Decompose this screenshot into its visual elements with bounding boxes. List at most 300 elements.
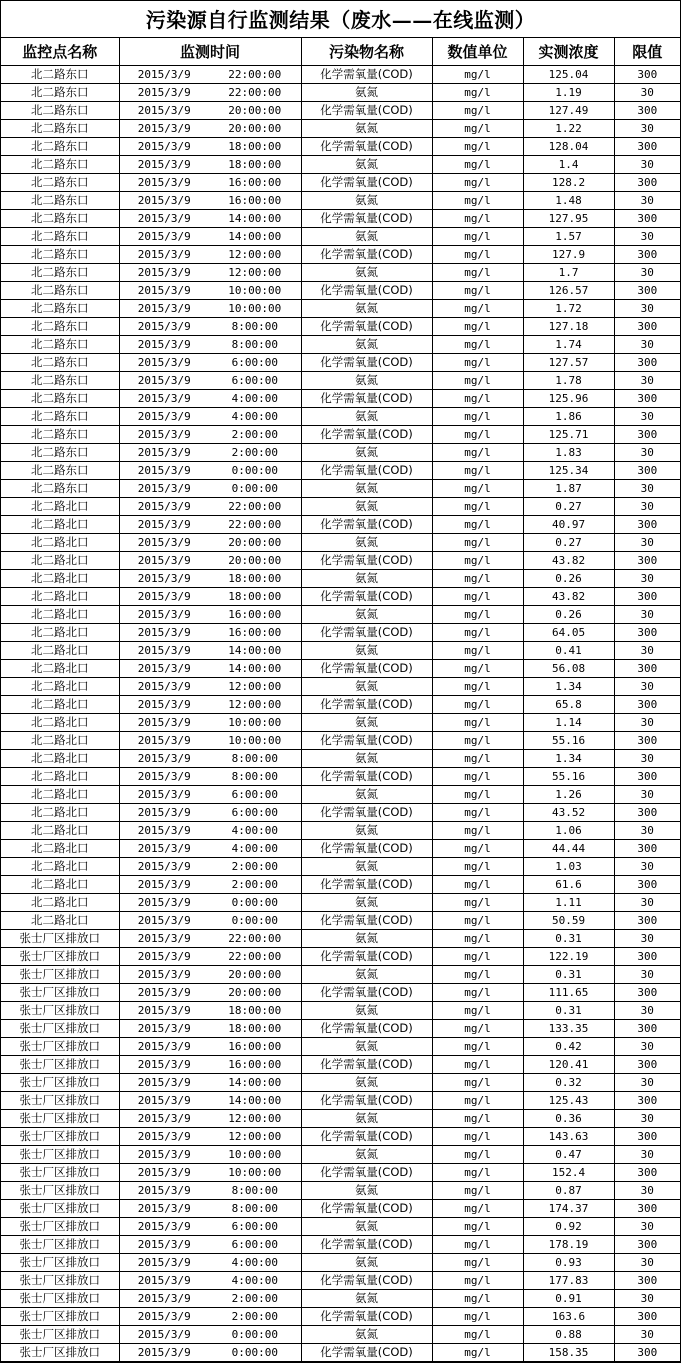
cell-date: 2015/3/9 bbox=[119, 840, 209, 858]
cell-pollutant: 化学需氧量(COD) bbox=[301, 1056, 432, 1074]
cell-site: 张士厂区排放口 bbox=[1, 1146, 119, 1164]
cell-concentration: 0.41 bbox=[523, 642, 614, 660]
cell-time: 6:00:00 bbox=[209, 1236, 301, 1254]
cell-date: 2015/3/9 bbox=[119, 1182, 209, 1200]
cell-site: 张士厂区排放口 bbox=[1, 1254, 119, 1272]
cell-concentration: 55.16 bbox=[523, 732, 614, 750]
cell-site: 张士厂区排放口 bbox=[1, 1326, 119, 1344]
table-row bbox=[1, 750, 680, 768]
cell-pollutant: 化学需氧量(COD) bbox=[301, 1272, 432, 1290]
cell-concentration: 40.97 bbox=[523, 516, 614, 534]
cell-site: 张士厂区排放口 bbox=[1, 1038, 119, 1056]
cell-site: 北二路东口 bbox=[1, 354, 119, 372]
table-row bbox=[1, 282, 680, 300]
cell-pollutant: 氨氮 bbox=[301, 750, 432, 768]
cell-date: 2015/3/9 bbox=[119, 1056, 209, 1074]
cell-concentration: 177.83 bbox=[523, 1272, 614, 1290]
cell-pollutant: 化学需氧量(COD) bbox=[301, 588, 432, 606]
cell-concentration: 56.08 bbox=[523, 660, 614, 678]
cell-unit: mg/l bbox=[432, 894, 523, 912]
cell-date: 2015/3/9 bbox=[119, 1038, 209, 1056]
cell-unit: mg/l bbox=[432, 768, 523, 786]
cell-limit: 300 bbox=[614, 210, 680, 228]
cell-site: 张士厂区排放口 bbox=[1, 1074, 119, 1092]
cell-time: 6:00:00 bbox=[209, 1218, 301, 1236]
cell-concentration: 127.18 bbox=[523, 318, 614, 336]
cell-concentration: 0.42 bbox=[523, 1038, 614, 1056]
header-unit: 数值单位 bbox=[432, 38, 523, 66]
cell-date: 2015/3/9 bbox=[119, 1326, 209, 1344]
cell-concentration: 133.35 bbox=[523, 1020, 614, 1038]
cell-date: 2015/3/9 bbox=[119, 678, 209, 696]
table-row bbox=[1, 516, 680, 534]
cell-pollutant: 氨氮 bbox=[301, 1254, 432, 1272]
cell-unit: mg/l bbox=[432, 192, 523, 210]
cell-pollutant: 化学需氧量(COD) bbox=[301, 660, 432, 678]
cell-time: 4:00:00 bbox=[209, 408, 301, 426]
cell-time: 0:00:00 bbox=[209, 462, 301, 480]
cell-unit: mg/l bbox=[432, 1254, 523, 1272]
table-row bbox=[1, 1308, 680, 1326]
cell-limit: 30 bbox=[614, 678, 680, 696]
cell-site: 张士厂区排放口 bbox=[1, 1020, 119, 1038]
cell-concentration: 0.31 bbox=[523, 966, 614, 984]
table-row bbox=[1, 120, 680, 138]
cell-limit: 30 bbox=[614, 642, 680, 660]
table-row bbox=[1, 984, 680, 1002]
cell-pollutant: 氨氮 bbox=[301, 1002, 432, 1020]
header-limit: 限值 bbox=[614, 38, 680, 66]
table-row bbox=[1, 1110, 680, 1128]
cell-date: 2015/3/9 bbox=[119, 516, 209, 534]
cell-date: 2015/3/9 bbox=[119, 210, 209, 228]
table-row bbox=[1, 390, 680, 408]
cell-date: 2015/3/9 bbox=[119, 642, 209, 660]
cell-time: 6:00:00 bbox=[209, 354, 301, 372]
cell-date: 2015/3/9 bbox=[119, 408, 209, 426]
cell-concentration: 120.41 bbox=[523, 1056, 614, 1074]
cell-limit: 30 bbox=[614, 1290, 680, 1308]
cell-unit: mg/l bbox=[432, 822, 523, 840]
cell-pollutant: 氨氮 bbox=[301, 642, 432, 660]
cell-pollutant: 化学需氧量(COD) bbox=[301, 1200, 432, 1218]
cell-limit: 300 bbox=[614, 984, 680, 1002]
cell-concentration: 43.52 bbox=[523, 804, 614, 822]
cell-site: 张士厂区排放口 bbox=[1, 1002, 119, 1020]
cell-pollutant: 化学需氧量(COD) bbox=[301, 948, 432, 966]
cell-limit: 30 bbox=[614, 894, 680, 912]
cell-pollutant: 氨氮 bbox=[301, 894, 432, 912]
cell-limit: 30 bbox=[614, 1182, 680, 1200]
table-row bbox=[1, 1272, 680, 1290]
cell-concentration: 43.82 bbox=[523, 588, 614, 606]
cell-limit: 30 bbox=[614, 444, 680, 462]
cell-pollutant: 化学需氧量(COD) bbox=[301, 1092, 432, 1110]
cell-site: 北二路东口 bbox=[1, 426, 119, 444]
cell-site: 北二路东口 bbox=[1, 246, 119, 264]
cell-time: 20:00:00 bbox=[209, 966, 301, 984]
cell-limit: 30 bbox=[614, 264, 680, 282]
cell-time: 16:00:00 bbox=[209, 174, 301, 192]
cell-limit: 300 bbox=[614, 174, 680, 192]
cell-unit: mg/l bbox=[432, 246, 523, 264]
cell-concentration: 125.34 bbox=[523, 462, 614, 480]
cell-time: 6:00:00 bbox=[209, 786, 301, 804]
cell-unit: mg/l bbox=[432, 1290, 523, 1308]
cell-time: 16:00:00 bbox=[209, 1038, 301, 1056]
cell-concentration: 174.37 bbox=[523, 1200, 614, 1218]
header-time: 监测时间 bbox=[119, 38, 301, 66]
cell-concentration: 1.11 bbox=[523, 894, 614, 912]
table-row bbox=[1, 966, 680, 984]
cell-concentration: 127.9 bbox=[523, 246, 614, 264]
cell-date: 2015/3/9 bbox=[119, 822, 209, 840]
cell-limit: 300 bbox=[614, 1020, 680, 1038]
table-row bbox=[1, 336, 680, 354]
cell-concentration: 126.57 bbox=[523, 282, 614, 300]
cell-pollutant: 氨氮 bbox=[301, 264, 432, 282]
cell-unit: mg/l bbox=[432, 372, 523, 390]
cell-concentration: 0.27 bbox=[523, 498, 614, 516]
cell-concentration: 125.04 bbox=[523, 66, 614, 84]
cell-site: 张士厂区排放口 bbox=[1, 1218, 119, 1236]
cell-date: 2015/3/9 bbox=[119, 984, 209, 1002]
cell-limit: 30 bbox=[614, 156, 680, 174]
cell-pollutant: 氨氮 bbox=[301, 1074, 432, 1092]
cell-time: 22:00:00 bbox=[209, 948, 301, 966]
cell-date: 2015/3/9 bbox=[119, 300, 209, 318]
cell-time: 0:00:00 bbox=[209, 1326, 301, 1344]
cell-time: 8:00:00 bbox=[209, 318, 301, 336]
cell-site: 北二路北口 bbox=[1, 804, 119, 822]
cell-pollutant: 化学需氧量(COD) bbox=[301, 462, 432, 480]
cell-limit: 30 bbox=[614, 534, 680, 552]
cell-unit: mg/l bbox=[432, 264, 523, 282]
cell-limit: 300 bbox=[614, 66, 680, 84]
cell-time: 20:00:00 bbox=[209, 552, 301, 570]
table-row bbox=[1, 1218, 680, 1236]
cell-unit: mg/l bbox=[432, 1056, 523, 1074]
cell-time: 4:00:00 bbox=[209, 1254, 301, 1272]
cell-pollutant: 氨氮 bbox=[301, 1326, 432, 1344]
cell-date: 2015/3/9 bbox=[119, 714, 209, 732]
cell-limit: 30 bbox=[614, 1110, 680, 1128]
cell-time: 20:00:00 bbox=[209, 102, 301, 120]
cell-date: 2015/3/9 bbox=[119, 372, 209, 390]
cell-pollutant: 氨氮 bbox=[301, 858, 432, 876]
cell-site: 北二路北口 bbox=[1, 624, 119, 642]
cell-time: 12:00:00 bbox=[209, 1128, 301, 1146]
cell-site: 北二路东口 bbox=[1, 444, 119, 462]
cell-limit: 30 bbox=[614, 714, 680, 732]
cell-site: 张士厂区排放口 bbox=[1, 948, 119, 966]
cell-unit: mg/l bbox=[432, 480, 523, 498]
cell-date: 2015/3/9 bbox=[119, 552, 209, 570]
cell-unit: mg/l bbox=[432, 1038, 523, 1056]
cell-time: 4:00:00 bbox=[209, 822, 301, 840]
cell-site: 北二路东口 bbox=[1, 462, 119, 480]
cell-unit: mg/l bbox=[432, 1182, 523, 1200]
table-row bbox=[1, 930, 680, 948]
table-row bbox=[1, 408, 680, 426]
cell-time: 16:00:00 bbox=[209, 606, 301, 624]
cell-pollutant: 氨氮 bbox=[301, 534, 432, 552]
cell-unit: mg/l bbox=[432, 966, 523, 984]
cell-site: 北二路北口 bbox=[1, 570, 119, 588]
cell-limit: 300 bbox=[614, 516, 680, 534]
cell-date: 2015/3/9 bbox=[119, 1002, 209, 1020]
cell-date: 2015/3/9 bbox=[119, 156, 209, 174]
header-pollutant: 污染物名称 bbox=[301, 38, 432, 66]
cell-time: 12:00:00 bbox=[209, 246, 301, 264]
table-row bbox=[1, 714, 680, 732]
cell-limit: 30 bbox=[614, 408, 680, 426]
cell-limit: 30 bbox=[614, 822, 680, 840]
cell-site: 北二路东口 bbox=[1, 156, 119, 174]
cell-date: 2015/3/9 bbox=[119, 750, 209, 768]
cell-unit: mg/l bbox=[432, 696, 523, 714]
cell-unit: mg/l bbox=[432, 1200, 523, 1218]
cell-unit: mg/l bbox=[432, 1164, 523, 1182]
cell-concentration: 0.32 bbox=[523, 1074, 614, 1092]
cell-date: 2015/3/9 bbox=[119, 444, 209, 462]
table-row bbox=[1, 822, 680, 840]
cell-time: 2:00:00 bbox=[209, 858, 301, 876]
cell-site: 北二路北口 bbox=[1, 606, 119, 624]
cell-unit: mg/l bbox=[432, 336, 523, 354]
cell-date: 2015/3/9 bbox=[119, 804, 209, 822]
cell-limit: 300 bbox=[614, 1092, 680, 1110]
cell-time: 10:00:00 bbox=[209, 282, 301, 300]
cell-pollutant: 氨氮 bbox=[301, 156, 432, 174]
cell-pollutant: 化学需氧量(COD) bbox=[301, 732, 432, 750]
cell-limit: 300 bbox=[614, 948, 680, 966]
cell-concentration: 50.59 bbox=[523, 912, 614, 930]
cell-date: 2015/3/9 bbox=[119, 84, 209, 102]
cell-pollutant: 氨氮 bbox=[301, 786, 432, 804]
cell-site: 北二路东口 bbox=[1, 336, 119, 354]
cell-limit: 300 bbox=[614, 804, 680, 822]
table-row bbox=[1, 894, 680, 912]
cell-unit: mg/l bbox=[432, 84, 523, 102]
cell-limit: 30 bbox=[614, 1254, 680, 1272]
cell-time: 8:00:00 bbox=[209, 750, 301, 768]
cell-concentration: 1.86 bbox=[523, 408, 614, 426]
cell-time: 18:00:00 bbox=[209, 570, 301, 588]
cell-concentration: 1.7 bbox=[523, 264, 614, 282]
table-row bbox=[1, 786, 680, 804]
cell-concentration: 0.88 bbox=[523, 1326, 614, 1344]
table-row bbox=[1, 732, 680, 750]
cell-concentration: 1.06 bbox=[523, 822, 614, 840]
cell-site: 张士厂区排放口 bbox=[1, 1092, 119, 1110]
table-row bbox=[1, 1092, 680, 1110]
table-row bbox=[1, 264, 680, 282]
cell-site: 张士厂区排放口 bbox=[1, 1272, 119, 1290]
cell-concentration: 127.49 bbox=[523, 102, 614, 120]
header-site: 监控点名称 bbox=[1, 38, 119, 66]
cell-pollutant: 化学需氧量(COD) bbox=[301, 912, 432, 930]
cell-date: 2015/3/9 bbox=[119, 1200, 209, 1218]
cell-date: 2015/3/9 bbox=[119, 174, 209, 192]
table-row bbox=[1, 642, 680, 660]
cell-time: 14:00:00 bbox=[209, 660, 301, 678]
cell-time: 0:00:00 bbox=[209, 480, 301, 498]
cell-unit: mg/l bbox=[432, 462, 523, 480]
table-row bbox=[1, 1182, 680, 1200]
cell-date: 2015/3/9 bbox=[119, 930, 209, 948]
cell-pollutant: 化学需氧量(COD) bbox=[301, 282, 432, 300]
cell-date: 2015/3/9 bbox=[119, 1236, 209, 1254]
cell-time: 10:00:00 bbox=[209, 714, 301, 732]
cell-site: 北二路东口 bbox=[1, 84, 119, 102]
cell-site: 北二路东口 bbox=[1, 192, 119, 210]
cell-date: 2015/3/9 bbox=[119, 1218, 209, 1236]
cell-concentration: 44.44 bbox=[523, 840, 614, 858]
table-row bbox=[1, 1326, 680, 1344]
cell-date: 2015/3/9 bbox=[119, 624, 209, 642]
cell-site: 北二路北口 bbox=[1, 534, 119, 552]
cell-pollutant: 氨氮 bbox=[301, 1182, 432, 1200]
cell-concentration: 158.35 bbox=[523, 1344, 614, 1362]
cell-limit: 300 bbox=[614, 282, 680, 300]
cell-unit: mg/l bbox=[432, 948, 523, 966]
cell-unit: mg/l bbox=[432, 498, 523, 516]
cell-site: 北二路北口 bbox=[1, 750, 119, 768]
cell-date: 2015/3/9 bbox=[119, 390, 209, 408]
cell-date: 2015/3/9 bbox=[119, 228, 209, 246]
cell-date: 2015/3/9 bbox=[119, 768, 209, 786]
table-body bbox=[1, 66, 680, 1362]
cell-limit: 30 bbox=[614, 300, 680, 318]
table-row bbox=[1, 1128, 680, 1146]
cell-site: 北二路东口 bbox=[1, 228, 119, 246]
cell-unit: mg/l bbox=[432, 570, 523, 588]
cell-concentration: 1.48 bbox=[523, 192, 614, 210]
cell-pollutant: 氨氮 bbox=[301, 444, 432, 462]
cell-time: 22:00:00 bbox=[209, 516, 301, 534]
cell-date: 2015/3/9 bbox=[119, 102, 209, 120]
table-row bbox=[1, 624, 680, 642]
cell-unit: mg/l bbox=[432, 840, 523, 858]
cell-date: 2015/3/9 bbox=[119, 606, 209, 624]
cell-site: 张士厂区排放口 bbox=[1, 1236, 119, 1254]
cell-unit: mg/l bbox=[432, 426, 523, 444]
cell-time: 12:00:00 bbox=[209, 1110, 301, 1128]
cell-site: 北二路北口 bbox=[1, 516, 119, 534]
cell-date: 2015/3/9 bbox=[119, 192, 209, 210]
cell-pollutant: 氨氮 bbox=[301, 678, 432, 696]
cell-date: 2015/3/9 bbox=[119, 876, 209, 894]
cell-concentration: 128.04 bbox=[523, 138, 614, 156]
cell-concentration: 1.74 bbox=[523, 336, 614, 354]
cell-unit: mg/l bbox=[432, 732, 523, 750]
cell-unit: mg/l bbox=[432, 1326, 523, 1344]
cell-concentration: 1.34 bbox=[523, 678, 614, 696]
table-row bbox=[1, 804, 680, 822]
cell-unit: mg/l bbox=[432, 228, 523, 246]
cell-site: 北二路北口 bbox=[1, 552, 119, 570]
cell-time: 16:00:00 bbox=[209, 624, 301, 642]
cell-limit: 30 bbox=[614, 192, 680, 210]
table-row bbox=[1, 552, 680, 570]
cell-site: 北二路东口 bbox=[1, 174, 119, 192]
table-row bbox=[1, 1146, 680, 1164]
cell-limit: 30 bbox=[614, 498, 680, 516]
cell-unit: mg/l bbox=[432, 930, 523, 948]
cell-unit: mg/l bbox=[432, 408, 523, 426]
table-row bbox=[1, 678, 680, 696]
cell-site: 北二路北口 bbox=[1, 894, 119, 912]
cell-limit: 300 bbox=[614, 768, 680, 786]
cell-limit: 300 bbox=[614, 1056, 680, 1074]
cell-unit: mg/l bbox=[432, 642, 523, 660]
table-row bbox=[1, 246, 680, 264]
cell-unit: mg/l bbox=[432, 606, 523, 624]
cell-pollutant: 化学需氧量(COD) bbox=[301, 516, 432, 534]
cell-site: 张士厂区排放口 bbox=[1, 1200, 119, 1218]
cell-date: 2015/3/9 bbox=[119, 1020, 209, 1038]
table-row bbox=[1, 768, 680, 786]
cell-concentration: 1.4 bbox=[523, 156, 614, 174]
cell-site: 北二路东口 bbox=[1, 210, 119, 228]
table-row bbox=[1, 570, 680, 588]
cell-time: 22:00:00 bbox=[209, 84, 301, 102]
cell-pollutant: 氨氮 bbox=[301, 408, 432, 426]
cell-concentration: 43.82 bbox=[523, 552, 614, 570]
cell-date: 2015/3/9 bbox=[119, 858, 209, 876]
cell-pollutant: 氨氮 bbox=[301, 1218, 432, 1236]
cell-time: 18:00:00 bbox=[209, 138, 301, 156]
cell-pollutant: 化学需氧量(COD) bbox=[301, 696, 432, 714]
cell-time: 22:00:00 bbox=[209, 66, 301, 84]
table-row bbox=[1, 948, 680, 966]
cell-site: 北二路东口 bbox=[1, 480, 119, 498]
cell-site: 北二路北口 bbox=[1, 588, 119, 606]
cell-date: 2015/3/9 bbox=[119, 318, 209, 336]
table-row bbox=[1, 858, 680, 876]
cell-pollutant: 化学需氧量(COD) bbox=[301, 210, 432, 228]
cell-pollutant: 氨氮 bbox=[301, 1146, 432, 1164]
cell-limit: 30 bbox=[614, 930, 680, 948]
cell-pollutant: 化学需氧量(COD) bbox=[301, 1164, 432, 1182]
cell-time: 4:00:00 bbox=[209, 840, 301, 858]
table-row bbox=[1, 372, 680, 390]
cell-site: 北二路东口 bbox=[1, 408, 119, 426]
cell-concentration: 0.91 bbox=[523, 1290, 614, 1308]
cell-time: 8:00:00 bbox=[209, 1200, 301, 1218]
cell-concentration: 0.93 bbox=[523, 1254, 614, 1272]
cell-unit: mg/l bbox=[432, 210, 523, 228]
cell-limit: 300 bbox=[614, 660, 680, 678]
table-row bbox=[1, 318, 680, 336]
cell-limit: 30 bbox=[614, 606, 680, 624]
table-row bbox=[1, 1200, 680, 1218]
table-row bbox=[1, 840, 680, 858]
cell-site: 北二路东口 bbox=[1, 138, 119, 156]
cell-unit: mg/l bbox=[432, 750, 523, 768]
cell-unit: mg/l bbox=[432, 1092, 523, 1110]
cell-site: 北二路北口 bbox=[1, 660, 119, 678]
table-row bbox=[1, 1020, 680, 1038]
cell-unit: mg/l bbox=[432, 876, 523, 894]
cell-date: 2015/3/9 bbox=[119, 1074, 209, 1092]
cell-date: 2015/3/9 bbox=[119, 1146, 209, 1164]
cell-concentration: 1.19 bbox=[523, 84, 614, 102]
cell-limit: 300 bbox=[614, 1272, 680, 1290]
cell-time: 22:00:00 bbox=[209, 498, 301, 516]
cell-site: 张士厂区排放口 bbox=[1, 1110, 119, 1128]
